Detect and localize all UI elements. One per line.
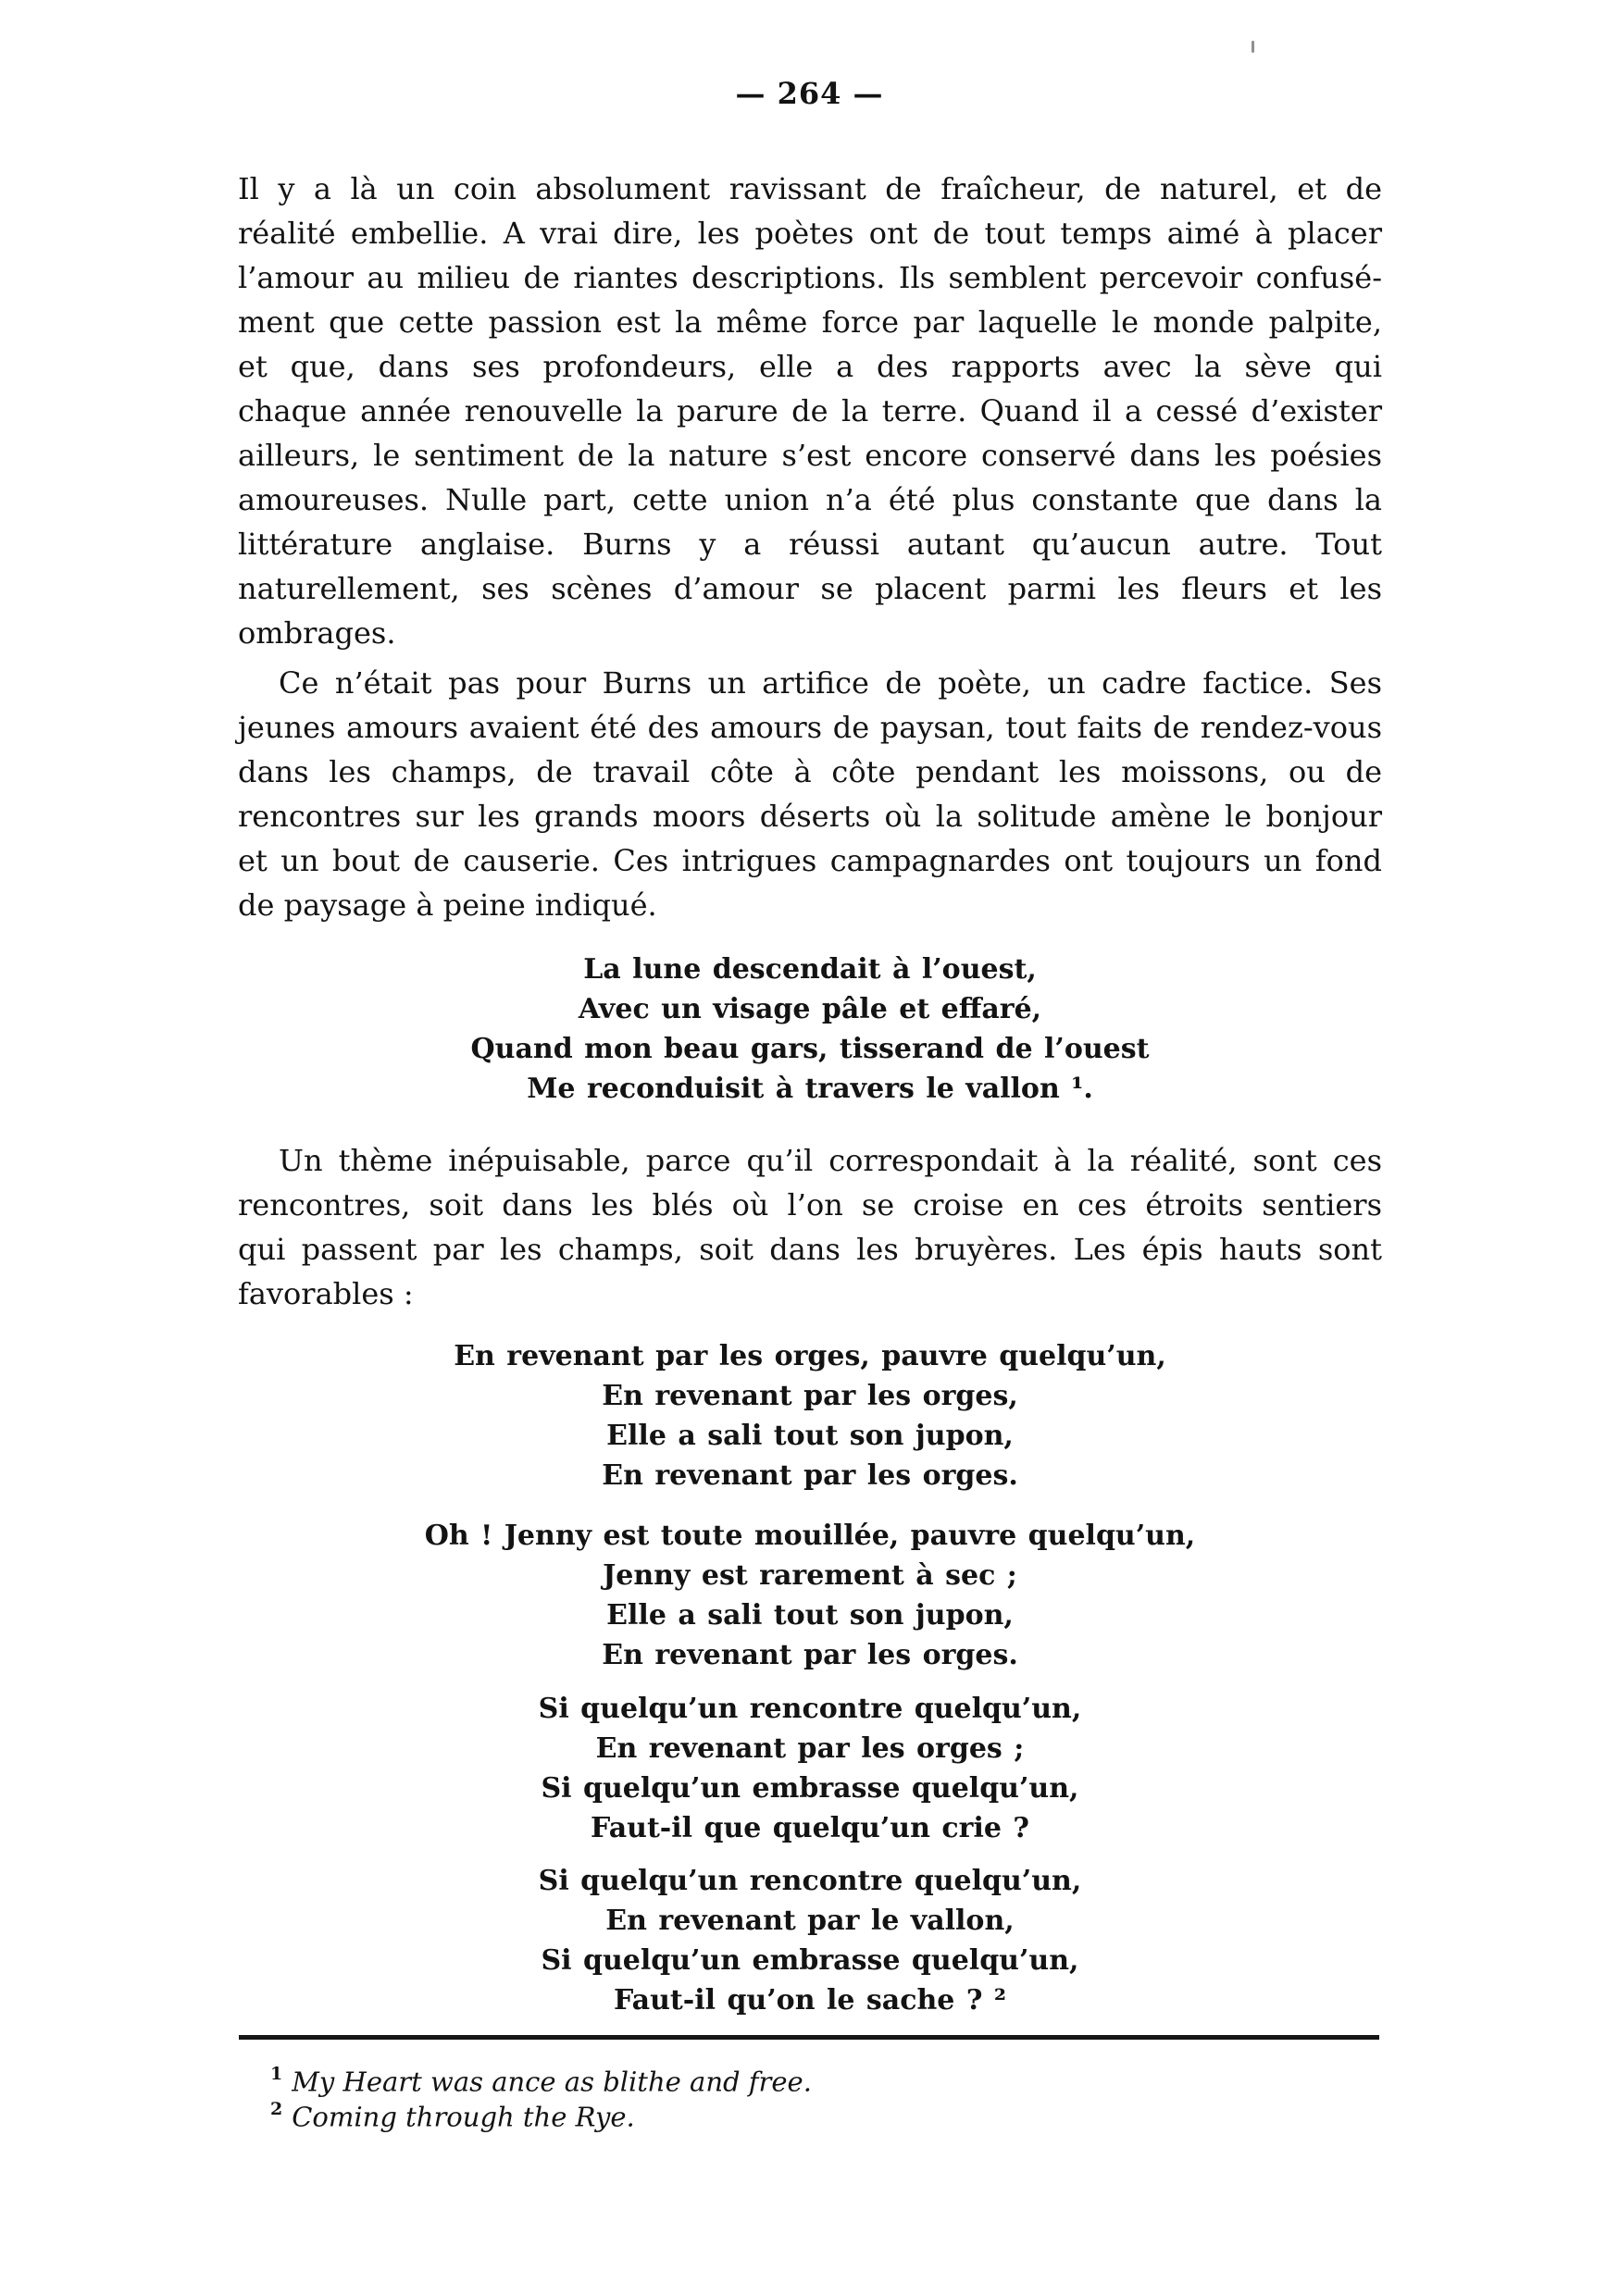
text-line: amoureuses. Nulle part, cette union n’a été plus constante que dans la [238,482,1382,517]
verse-line: Jenny est rarement à sec ; [603,1559,1017,1592]
text-line: favorables : [238,1276,414,1311]
footnote-1-marker: 1 [270,2064,283,2084]
text-line: dans les champs, de travail côte à côte pendant les moissons, ou de [238,754,1382,789]
verse-line: Faut-il que quelqu’un crie ? [591,1812,1029,1844]
text-line: jeunes amours avaient été des amours de paysan, tout faits de rendez-vous [238,710,1382,745]
text-line: ombrages. [238,615,396,651]
text-line: rencontres sur les grands moors déserts où la solitude amène le bonjour [238,799,1382,834]
verse-line: En revenant par les orges, pauvre quelqu’un, [454,1340,1166,1372]
paragraph-2 [238,661,1382,927]
footnotes [239,2058,1379,2133]
text-line: et que, dans ses profondeurs, elle a des rapports avec la sève qui [238,349,1382,384]
text-line: l’amour au milieu de riantes descriptions. Ils semblent percevoir confusé- [238,260,1382,295]
stanza-1 [238,949,1382,1109]
stanza-3 [238,1516,1382,1675]
footnote-2-marker: 2 [270,2099,283,2119]
ink-speck [1252,41,1254,53]
footnote-1-text: My Heart was ance as blithe and free. [292,2066,812,2098]
verse-line: En revenant par les orges. [602,1639,1018,1671]
footnote-2 [239,2093,1379,2133]
text-line: qui passent par les champs, soit dans les bruyères. Les épis hauts sont [238,1232,1382,1267]
text-line: et un bout de causerie. Ces intrigues campagnardes ont toujours un fond [238,843,1382,878]
verse-line: Elle a sali tout son jupon, [606,1420,1014,1452]
text-line: Il y a là un coin absolument ravissant de fraîcheur, de naturel, et de [238,171,1382,206]
text-line: Un thème inépuisable, parce qu’il correspondait à la réalité, sont ces [279,1143,1382,1178]
text-line: ment que cette passion est la même force par laquelle le monde palpite, [238,304,1382,340]
stanza-4 [238,1689,1382,1848]
text-line: littérature anglaise. Burns y a réussi autant qu’aucun autre. Tout [238,527,1382,562]
verse-line: Si quelqu’un embrasse quelqu’un, [541,1772,1079,1805]
verse-line: Avec un visage pâle et effaré, [578,993,1042,1025]
text-line: ailleurs, le sentiment de la nature s’est encore conservé dans les poésies [238,438,1382,473]
stanza-5 [238,1861,1382,2020]
paragraph-3 [238,1138,1382,1316]
verse-line: Quand mon beau gars, tisserand de l’ouest [470,1033,1150,1065]
text-line: rencontres, soit dans les blés où l’on se croise en ces étroits sentiers [238,1187,1382,1222]
footnote-rule [239,2035,1379,2040]
text-line: Ce n’était pas pour Burns un artifice de poète, un cadre factice. Ses [279,665,1382,701]
verse-line: Oh ! Jenny est toute mouillée, pauvre quelqu’un, [424,1520,1196,1552]
verse-line: En revenant par les orges, [602,1380,1018,1412]
verse-line: Faut-il qu’on le sache ? ² [614,1984,1006,2017]
paragraph-1 [238,167,1382,655]
verse-line: Si quelqu’un rencontre quelqu’un, [538,1865,1082,1897]
verse-line: En revenant par les orges. [602,1459,1018,1492]
verse-line: En revenant par le vallon, [605,1905,1015,1937]
verse-line: Si quelqu’un embrasse quelqu’un, [541,1944,1079,1977]
text-line: réalité embellie. A vrai dire, les poètes ont de tout temps aimé à placer [238,216,1382,251]
verse-line: Me reconduisit à travers le vallon ¹. [527,1073,1093,1105]
page-number: — 264 — [735,76,884,111]
verse-line: Si quelqu’un rencontre quelqu’un, [538,1693,1082,1725]
verse-line: Elle a sali tout son jupon, [606,1599,1014,1632]
footnote-2-text: Coming through the Rye. [292,2101,635,2133]
verse-line: La lune descendait à l’ouest, [583,953,1037,986]
footnote-1 [239,2058,1379,2098]
stanza-2 [238,1336,1382,1496]
text-line: de paysage à peine indiqué. [238,887,657,923]
verse-line: En revenant par les orges ; [595,1732,1025,1765]
text-line: chaque année renouvelle la parure de la terre. Quand il a cessé d’exister [238,393,1382,428]
text-line: naturellement, ses scènes d’amour se placent parmi les fleurs et les [238,571,1382,606]
